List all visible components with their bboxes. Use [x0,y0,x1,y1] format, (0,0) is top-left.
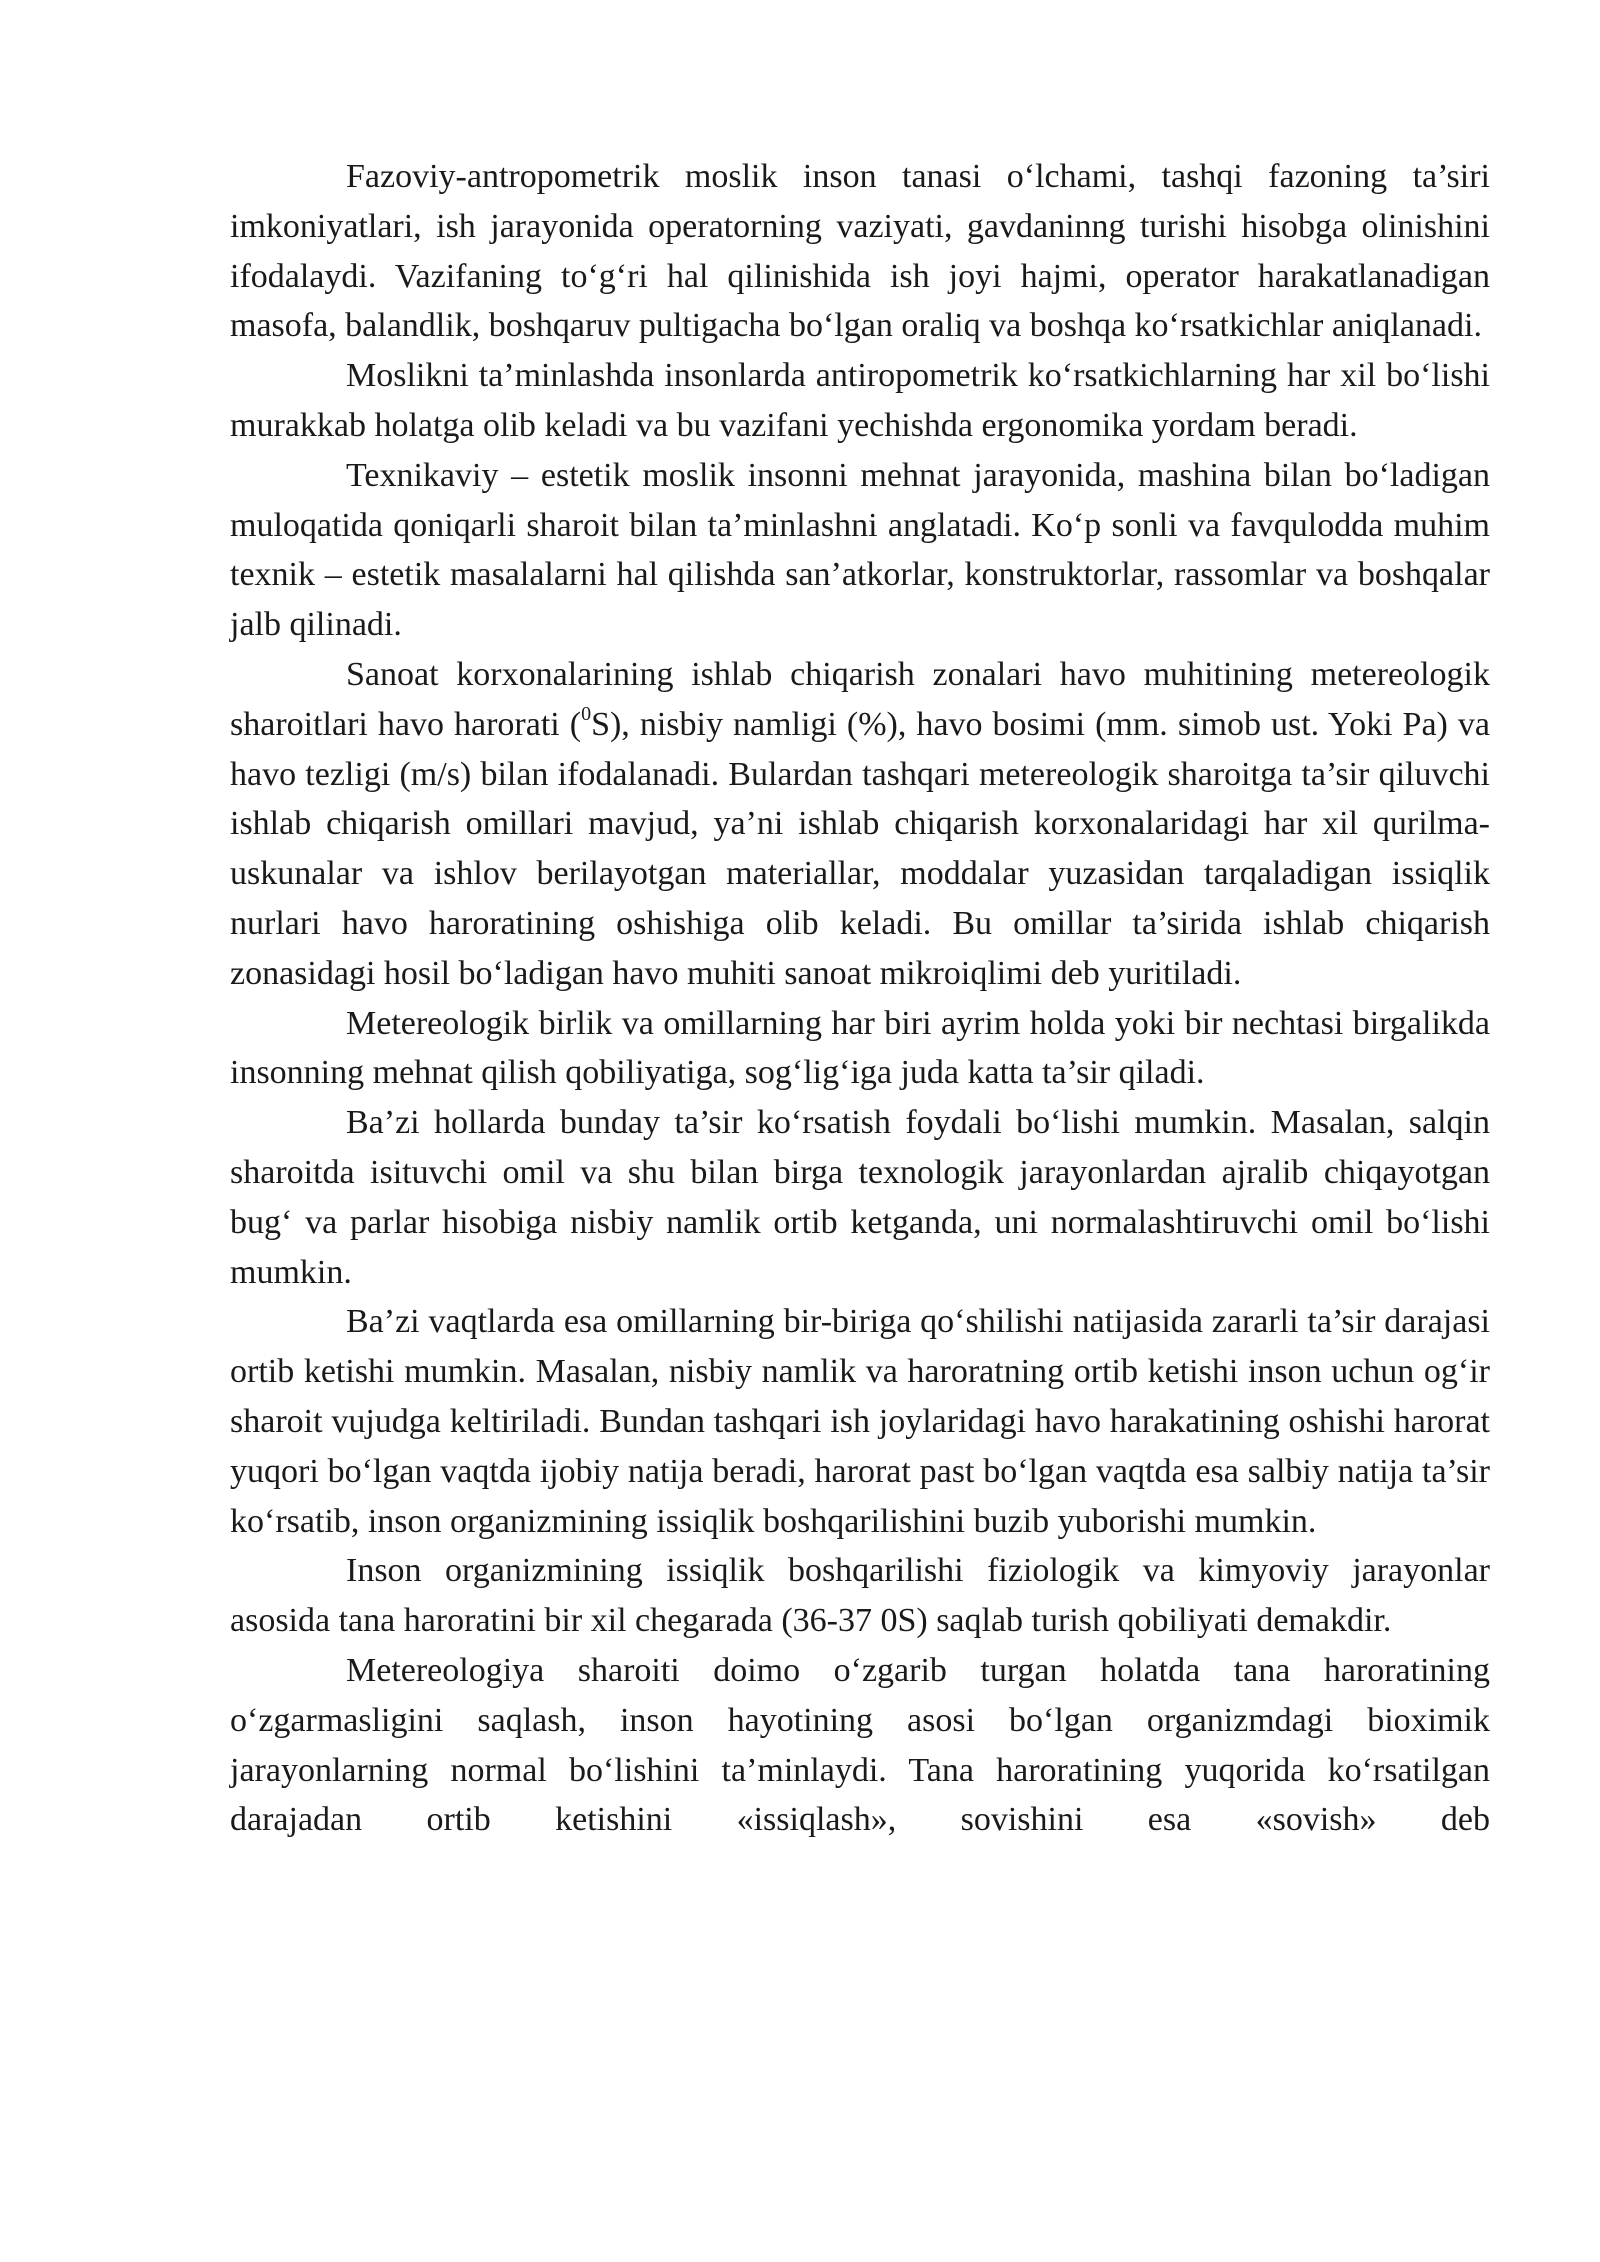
paragraph-body-temperature: Metereologiya sharoiti doimo o‘zgarib turgan holatda tana haroratining o‘zgarmasligini saqlash, inson hayotining asosi bo‘lgan organizmdagi bioximik jarayonlarning normal bo‘lishini ta’minlaydi. Tana haroratining yuqorida ko‘rsatilgan darajadan ortib ketishini «issiqlash», sovishini esa «sovish» deb [230,1651,1490,1839]
degree-superscript: 0 [581,703,592,726]
paragraph-beneficial-effects: Ba’zi hollarda bunday ta’sir ko‘rsatish foydali bo‘lishi mumkin. Masalan, salqin sharoitda isituvchi omil va shu bilan birga texnologik jarayonlardan ajralib chiqayotgan bug‘ va parlar hisobiga nisbiy namlik ortib ketganda, uni normalashtiruvchi omil bo‘lishi mumkin. [230,1104,1490,1291]
paragraph-compatibility-ergonomics: Moslikni ta’minlashda insonlarda antiropometrik ko‘rsatkichlarning har xil bo‘lishi murakkab holatga olib keladi va bu vazifani yechishda ergonomika yordam beradi. [230,357,1490,444]
paragraph-meteorological-factors: Metereologik birlik va omillarning har biri ayrim holda yoki bir nechtasi birgalikda insonning mehnat qilish qobiliyatiga, sog‘lig‘iga juda katta ta’sir qiladi. [230,1004,1490,1092]
document-page [230,152,1490,1845]
paragraph-harmful-effects: Ba’zi vaqtlarda esa omillarning bir-biriga qo‘shilishi natijasida zararli ta’sir darajasi ortib ketishi mumkin. Masalan, nisbiy namlik va haroratning ortib ketishi inson uchun og‘ir sharoit vujudga keltiriladi. Bundan tashqari ish joylaridagi havo harakatining oshishi harorat yuqori bo‘lgan vaqtda ijobiy natija beradi, harorat past bo‘lgan vaqtda esa salbiy natija ta’sir ko‘rsatib, inson organizmining issiqlik boshqarilishini buzib yuborishi mumkin. [230,1303,1490,1540]
paragraph-spatial-anthropometric: Fazoviy-antropometrik moslik inson tanasi o‘lchami, tashqi fazoning ta’siri imkoniyatlari, ish jarayonida operatorning vaziyati, gavdaninng turishi hisobga olinishini ifodalaydi. Vazifaning to‘g‘ri hal qilinishida ish joyi hajmi, operator harakatlanadigan masofa, balandlik, boshqaruv pultigacha bo‘lgan oraliq va boshqa ko‘rsatkichlar aniqlanadi. [230,158,1490,345]
paragraph-meteorological-conditions [230,650,1490,999]
paragraph-meteorological-text-before: Sanoat korxonalarining ishlab chiqarish zonalari havo muhitining metereologik sharoitlari havo harorati ( [230,655,1490,743]
paragraph-thermoregulation: Inson organizmining issiqlik boshqarilishi fiziologik va kimyoviy jarayonlar asosida tana haroratini bir xil chegarada (36-37 0S) saqlab turish qobiliyati demakdir. [230,1552,1490,1640]
paragraph-meteorological-text-after: S), nisbiy namligi (%), havo bosimi (mm. simob ust. Yoki Pa) va havo tezligi (m/s) bilan ifodalanadi. Bulardan tashqari metereologik sharoitga ta’sir qiluvchi ishlab chiqarish omillari mavjud, ya’ni ishlab chiqarish korxonalaridagi har xil qurilma-uskunalar va ishlov berilayotgan materiallar, moddalar yuzasidan tarqaladigan issiqlik nurlari havo haroratining oshishiga olib keladi. Bu omillar ta’sirida ishlab chiqarish zonasidagi hosil bo‘ladigan havo muhiti sanoat mikroiqlimi deb yuritiladi. [230,705,1490,992]
paragraph-technical-aesthetic: Texnikaviy – estetik moslik insonni mehnat jarayonida, mashina bilan bo‘ladigan muloqatida qoniqarli sharoit bilan ta’minlashni anglatadi. Ko‘p sonli va favqulodda muhim texnik – estetik masalalarni hal qilishda san’atkorlar, konstruktorlar, rassomlar va boshqalar jalb qilinadi. [230,456,1490,644]
